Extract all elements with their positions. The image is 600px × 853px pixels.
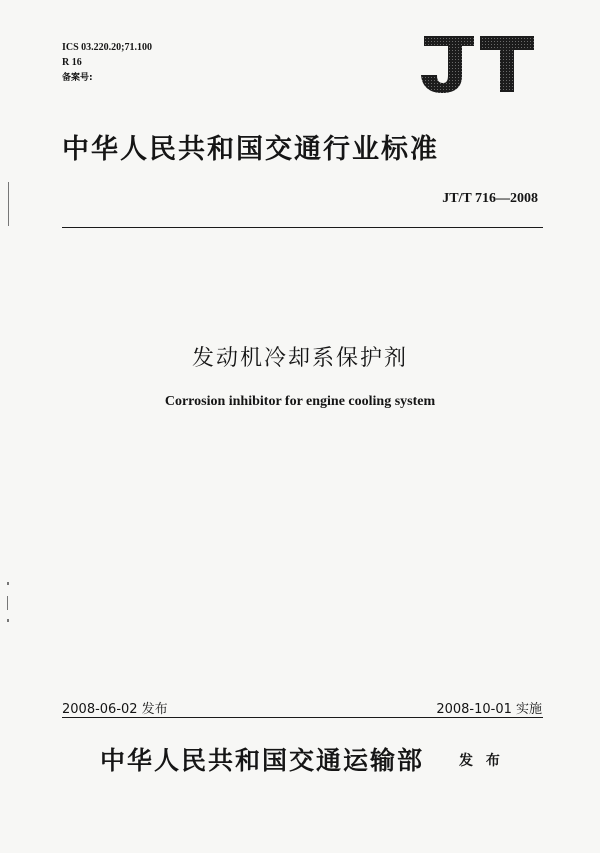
jt-logo [418,34,536,94]
top-divider [62,227,543,228]
filing-number-label: 备案号: [62,73,93,83]
binding-mark [7,619,9,622]
standard-number: JT/T 716—2008 [442,191,538,206]
issuing-authority: 中华人民共和国交通运输部 [100,746,425,775]
ics-code: ICS 03.220.20;71.100 [62,42,153,53]
document-title-chinese: 发动机冷却系保护剂 [191,346,408,371]
issue-date: 2008-06-02 发布 [62,702,168,717]
organization-title: 中华人民共和国交通行业标准 [62,134,439,165]
bottom-divider [62,717,543,718]
binding-mark [8,182,9,226]
document-title-english: Corrosion inhibitor for engine cooling system [164,394,436,409]
classification-code: R 16 [62,57,82,68]
implementation-date: 2008-10-01 实施 [436,702,542,717]
binding-mark [7,596,8,610]
publish-label: 发 布 [459,753,504,769]
binding-mark [7,582,9,585]
